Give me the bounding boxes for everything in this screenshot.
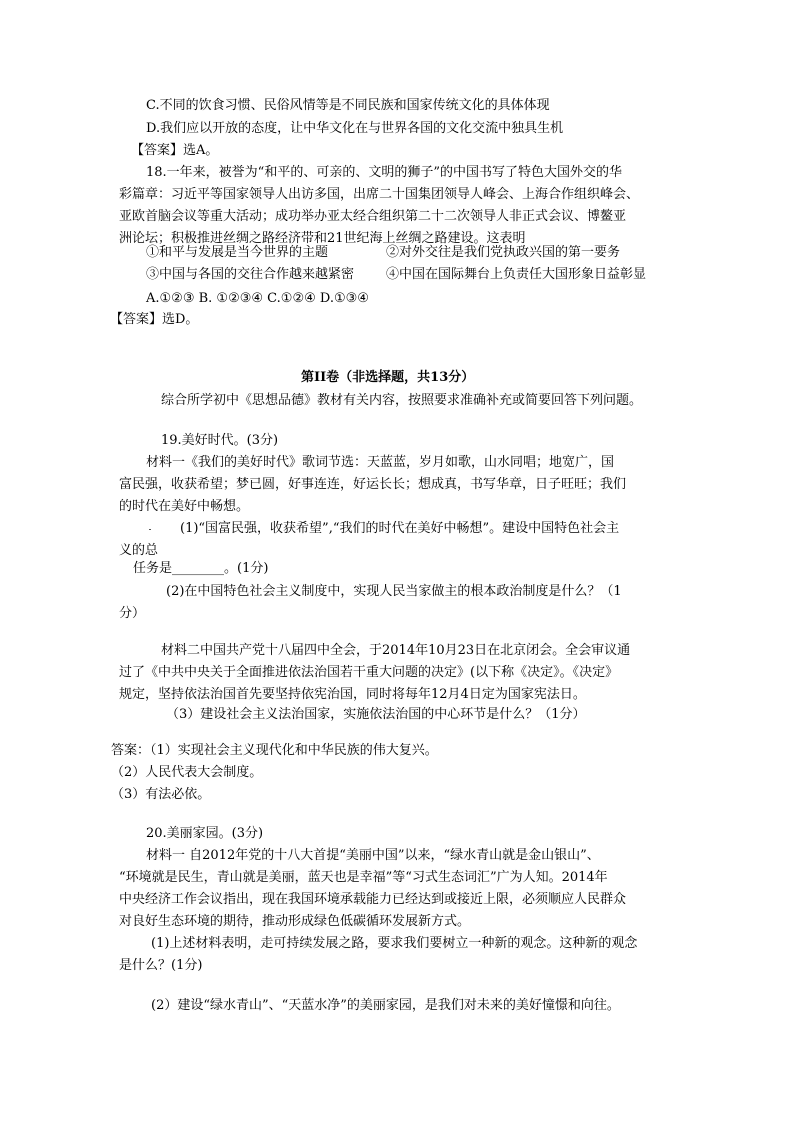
q19-sub2-line-2: 分） bbox=[119, 606, 146, 621]
q19-material2-line-3: 规定，坚持依法治国首先要坚持依宪治国，同时将每年12月4日定为国家宪法日。 bbox=[119, 687, 586, 702]
part2-instruction: 综合所学初中《思想品德》教材有关内容，按照要求准确补充或简要回答下列问题。 bbox=[161, 393, 643, 408]
q19-sub3: （3）建设社会主义法治国家，实施依法治国的中心环节是什么？（1分） bbox=[166, 707, 586, 722]
q18-item-3: ③中国与各国的交往合作越来越紧密 bbox=[146, 267, 355, 282]
q18-item-2: ②对外交往是我们党执政兴国的第一要务 bbox=[386, 245, 621, 260]
q20-material1-line-1: 材料一 自2012年党的十八大首提“美丽中国”以来，“绿水青山就是金山银山”、 bbox=[146, 848, 600, 863]
q19-answer-2: （2）人民代表大会制度。 bbox=[111, 765, 263, 780]
q17-option-d: D.我们应以开放的态度，让中华文化在与世界各国的文化交流中独具生机 bbox=[146, 121, 564, 136]
q20-material1-line-4: 对良好生态环境的期待，推动形成绿色低碳循环发展新方式。 bbox=[119, 914, 471, 929]
q19-sub1-line-1: (1)“国富民强，收获希望”,“我们的时代在美好中畅想”。建设中国特色社会主 bbox=[180, 521, 620, 536]
q19-heading: 19.美好时代。(3分) bbox=[161, 433, 279, 448]
q20-sub1-line-1: (1)上述材料表明，走可持续发展之路，要求我们要树立一种新的观念。这种新的观念 bbox=[151, 936, 638, 951]
q18-options: A.①②③ B. ①②③④ C.①②④ D.①③④ bbox=[146, 291, 369, 306]
q18-stem-line-2: 彩篇章：习近平等国家领导人出访多国，出席二十国集团领导人峰会、上海合作组织峰会、 bbox=[119, 187, 640, 202]
q18-item-1: ①和平与发展是当今世界的主题 bbox=[146, 245, 329, 260]
q19-material2-line-1: 材料二中国共产党十八届四中全会，于2014年10月23日在北京闭会。全会审议通 bbox=[161, 643, 631, 658]
q18-item-4: ④中国在国际舞台上负责任大国形象日益彰显 bbox=[386, 267, 647, 282]
q19-material2-line-2: 过了《中共中央关于全面推进依法治国若干重大问题的决定》(以下称《决定》。《决定》 bbox=[119, 665, 619, 680]
q20-material1-line-3: 中央经济工作会议指出，现在我国环境承载能力已经达到或接近上限，必须顺应人民群众 bbox=[119, 892, 627, 907]
q19-answer-3: （3）有法必依。 bbox=[111, 787, 211, 802]
stray-mark bbox=[149, 529, 151, 530]
part2-title: 第II卷（非选择题，共13分） bbox=[301, 370, 475, 385]
q20-heading: 20.美丽家园。(3分) bbox=[146, 826, 264, 841]
q18-answer: 【答案】选D。 bbox=[110, 312, 199, 327]
q19-sub1-line-2: 义的总 bbox=[119, 543, 159, 558]
q19-material1-line-3: 的时代在美好中畅想。 bbox=[119, 499, 250, 514]
q19-sub1-line-3: 任务是________。(1分) bbox=[133, 561, 269, 576]
q19-answer-1: 答案：（1）实现社会主义现代化和中华民族的伟大复兴。 bbox=[111, 743, 438, 758]
q20-material1-line-2: “环境就是民生，青山就是美丽，蓝天也是幸福”等“习式生态词汇”广为人知。2014年 bbox=[119, 870, 608, 885]
q18-stem-line-3: 亚欧首脑会议等重大活动；成功举办亚太经合组织第二十二次领导人非正式会议、博鳌亚 bbox=[119, 209, 627, 224]
q19-sub2-line-1: (2)在中国特色社会主义制度中，实现人民当家做主的根本政治制度是什么？（1 bbox=[166, 584, 622, 599]
q18-stem-line-4: 洲论坛；积极推进丝绸之路经济带和21世纪海上丝绸之路建设。这表明 bbox=[119, 231, 526, 246]
q19-material1-line-1: 材料一《我们的美好时代》歌词节选：天蓝蓝，岁月如歌，山水同唱；地宽广，国 bbox=[146, 455, 615, 470]
q17-option-c: C.不同的饮食习惯、民俗风情等是不同民族和国家传统文化的具体体现 bbox=[146, 98, 550, 113]
q18-stem-line-1: 18.一年来，被誉为“和平的、可亲的、文明的狮子”的中国书写了特色大国外交的华 bbox=[146, 165, 622, 180]
q19-material1-line-2: 富民强，收获希望；梦已圆，好事连连，好运长长；想成真，书写华章，日子旺旺；我们 bbox=[119, 477, 627, 492]
q20-sub1-line-2: 是什么？(1分) bbox=[119, 958, 203, 973]
q20-sub2-line-1: (2）建设“绿水青山”、“天蓝水净”的美丽家园，是我们对未来的美好憧憬和向往。 bbox=[151, 998, 620, 1013]
q17-answer: 【答案】选A。 bbox=[131, 143, 219, 158]
